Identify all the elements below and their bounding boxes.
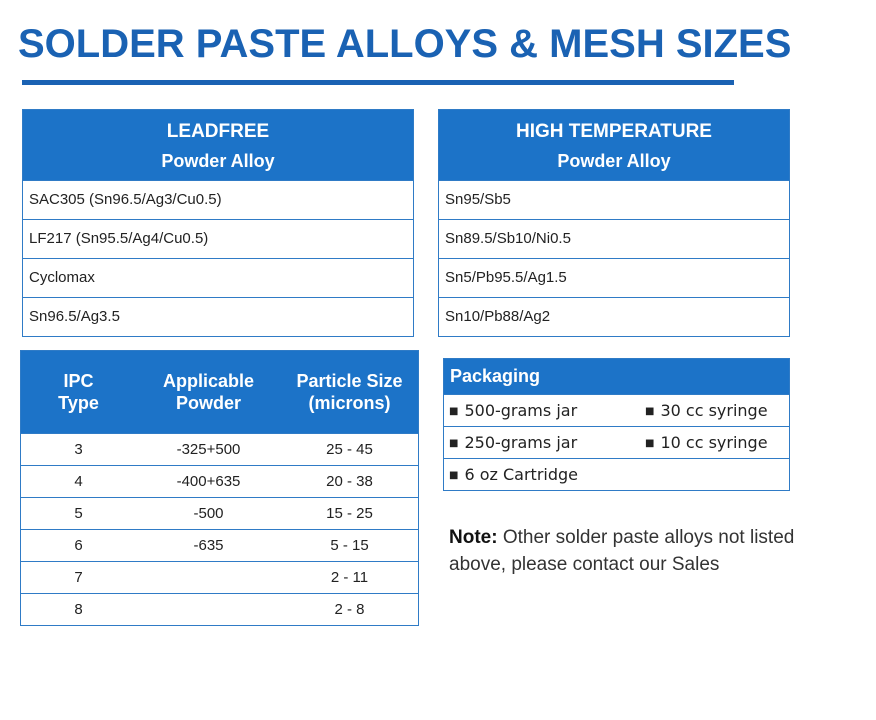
packaging-option-label: 6 oz Cartridge xyxy=(464,465,578,484)
table-row xyxy=(21,529,418,561)
packaging-option xyxy=(645,427,768,458)
table-row xyxy=(21,497,418,529)
high-temperature-heading: HIGH TEMPERATURE xyxy=(516,121,712,142)
packaging-option-label: 250-grams jar xyxy=(464,433,578,452)
packaging-option-label: 10 cc syringe xyxy=(660,433,768,452)
particle-size-cell: 5 - 15 xyxy=(330,537,369,554)
title-underline xyxy=(22,80,734,85)
header-line: IPC xyxy=(63,371,94,391)
ipc-type-cell: 3 xyxy=(74,441,83,458)
packaging-option xyxy=(444,395,645,426)
packaging-option xyxy=(444,427,645,458)
header-line: (microns) xyxy=(308,393,391,413)
table-row xyxy=(444,458,789,490)
column-header-applicable-powder xyxy=(136,351,281,433)
table-row: Sn5/Pb95.5/Ag1.5 xyxy=(439,258,789,297)
table-row xyxy=(21,465,418,497)
table-row xyxy=(21,561,418,593)
packaging-table xyxy=(443,358,790,491)
header-line: Type xyxy=(58,393,99,413)
leadfree-table-header xyxy=(23,110,413,180)
packaging-option-label: 30 cc syringe xyxy=(660,401,768,420)
table-row: Sn89.5/Sb10/Ni0.5 xyxy=(439,219,789,258)
table-row: Sn96.5/Ag3.5 xyxy=(23,297,413,336)
powder-cell: -635 xyxy=(193,537,224,554)
ipc-mesh-size-table xyxy=(20,350,419,626)
bullet-icon: ■ xyxy=(645,438,655,449)
particle-size-cell: 15 - 25 xyxy=(326,505,373,522)
particle-size-cell: 2 - 11 xyxy=(330,569,369,586)
column-header-particle-size xyxy=(281,351,418,433)
table-row xyxy=(21,433,418,465)
table-row xyxy=(444,426,789,458)
ipc-type-cell: 6 xyxy=(74,537,83,554)
packaging-option-label: 500-grams jar xyxy=(464,401,578,420)
table-row: Cyclomax xyxy=(23,258,413,297)
note-body: Other solder paste alloys not listed above, please contact our Sales xyxy=(449,527,795,575)
header-line: Applicable xyxy=(162,371,255,391)
high-temperature-subheading: Powder Alloy xyxy=(557,151,671,171)
table-row xyxy=(444,394,789,426)
bullet-icon: ■ xyxy=(645,406,655,417)
leadfree-alloy-table xyxy=(22,109,414,337)
table-row: Sn10/Pb88/Ag2 xyxy=(439,297,789,336)
header-line: Particle Size xyxy=(296,371,403,391)
powder-cell: -325+500 xyxy=(176,441,241,458)
bullet-icon: ■ xyxy=(449,470,459,481)
leadfree-heading: LEADFREE xyxy=(166,121,270,142)
header-line: Powder xyxy=(175,393,241,413)
particle-size-cell: 20 - 38 xyxy=(326,473,373,490)
particle-size-cell: 2 - 8 xyxy=(334,601,365,618)
high-temperature-table-header xyxy=(439,110,789,180)
packaging-option xyxy=(444,459,645,490)
ipc-table-header xyxy=(21,351,418,433)
ipc-type-cell: 4 xyxy=(74,473,83,490)
packaging-option xyxy=(645,395,768,426)
leadfree-subheading: Powder Alloy xyxy=(161,151,275,171)
table-row: Sn95/Sb5 xyxy=(439,180,789,219)
particle-size-cell: 25 - 45 xyxy=(326,441,373,458)
packaging-heading: Packaging xyxy=(444,359,789,394)
page-title: SOLDER PASTE ALLOYS & MESH SIZES xyxy=(18,22,792,66)
column-header-ipc-type xyxy=(21,351,136,433)
bullet-icon: ■ xyxy=(449,438,459,449)
ipc-type-cell: 8 xyxy=(74,601,83,618)
powder-cell xyxy=(136,594,281,625)
ipc-type-cell: 5 xyxy=(74,505,83,522)
note-label: Note: xyxy=(449,527,498,548)
bullet-icon: ■ xyxy=(449,406,459,417)
note-text xyxy=(449,524,849,578)
high-temperature-alloy-table xyxy=(438,109,790,337)
table-row: LF217 (Sn95.5/Ag4/Cu0.5) xyxy=(23,219,413,258)
ipc-type-cell: 7 xyxy=(74,569,83,586)
powder-cell xyxy=(136,562,281,593)
powder-cell: -500 xyxy=(193,505,224,522)
table-row xyxy=(21,593,418,625)
table-row: SAC305 (Sn96.5/Ag3/Cu0.5) xyxy=(23,180,413,219)
powder-cell: -400+635 xyxy=(176,473,241,490)
